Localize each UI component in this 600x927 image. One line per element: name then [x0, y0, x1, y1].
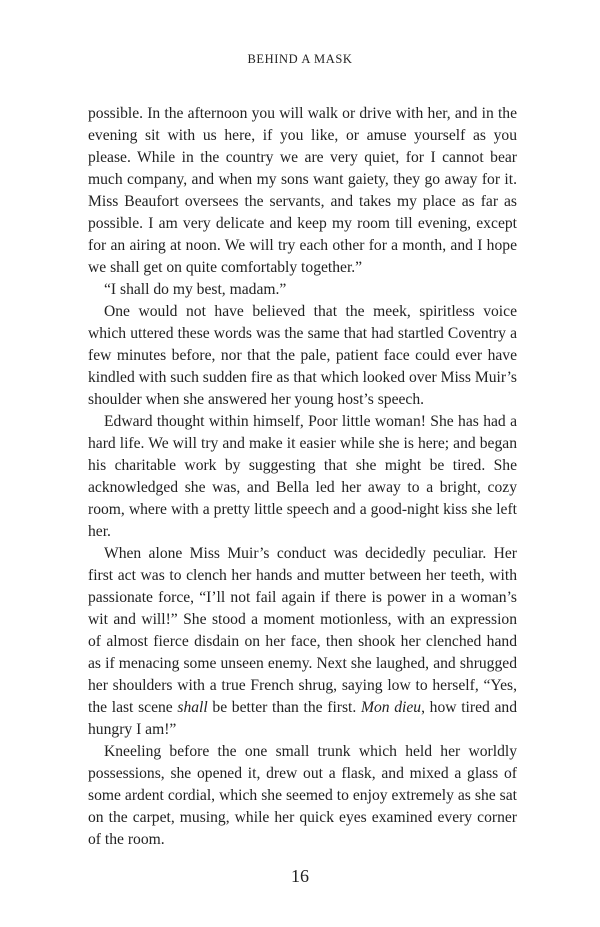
- text-segment: possible. In the afternoon you will walk or drive with her, and in the evening sit with us here, if you like, or amuse yourself as you please. While in the country we are very quiet, for I cannot bear much company, and when my sons want gaiety, they go away for it. Miss Beaufort oversees the servants, and takes my place as far as possible. I am very delicate and keep my room till evening, except for an airing at noon. We will try each other for a month, and I hope we shall get on quite comfortably together.”: [88, 105, 517, 276]
- text-segment: Kneeling before the one small trunk which held her worldly possessions, she opened it, drew out a flask, and mixed a glass of some ardent cordial, which she seemed to enjoy extremely as she sat on the carpet, musing, while her quick eyes examined every corner of the room.: [88, 743, 517, 848]
- text-segment: When alone Miss Muir’s conduct was decidedly peculiar. Her first act was to clench her hands and mutter between her teeth, with passionate force, “I’ll not fail again if there is power in a woman’s wit and will!” She stood a moment motionless, with an expression of almost fierce disdain on her face, then shook her clenched hand as if menacing some unseen enemy. Next she laughed, and shrugged her shoulders with a true French shrug, saying low to herself, “Yes, the last scene: [88, 545, 517, 716]
- text-segment: be better than the first.: [207, 699, 361, 716]
- text-segment: “I shall do my best, madam.”: [104, 281, 287, 298]
- text-segment: , how tired and hungry I am!”: [88, 699, 517, 738]
- text-segment: One would not have believed that the meek, spiritless voice which uttered these words was the same that had startled Coventry a few minutes before, nor that the pale, patient face could ever have kindled with such sudden fire as that which looked over Miss Muir’s shoulder when she answered her young host’s speech.: [88, 303, 517, 408]
- italic-text: Mon dieu: [360, 699, 422, 716]
- paragraph: [88, 301, 517, 411]
- italic-text: shall: [177, 699, 208, 716]
- paragraph: [88, 103, 517, 279]
- body-text: [88, 103, 517, 851]
- paragraph: [88, 411, 517, 543]
- paragraph: [88, 543, 517, 741]
- running-head: BEHIND A MASK: [247, 52, 353, 66]
- page-number: 16: [291, 866, 309, 886]
- paragraph: [88, 741, 517, 851]
- paragraph: [88, 279, 517, 301]
- text-segment: Edward thought within himself, Poor little woman! She has had a hard life. We will try and make it easier while she is here; and began his charitable work by suggesting that she might be tired. She acknowledged she was, and Bella led her away to a bright, cozy room, where with a pretty little speech and a good-night kiss she left her.: [88, 413, 517, 540]
